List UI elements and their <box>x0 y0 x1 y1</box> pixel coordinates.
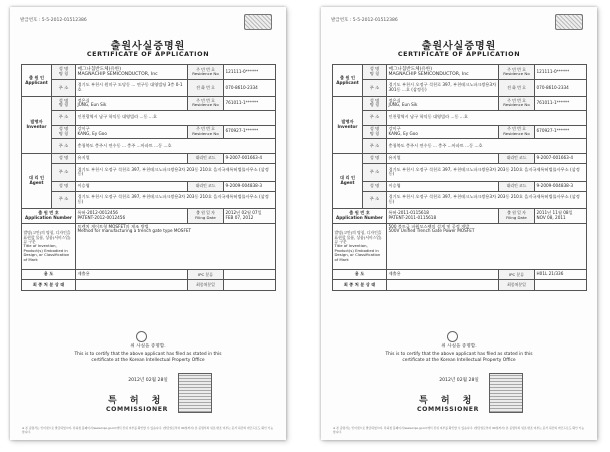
applicant-phone: 070-8610-2334 <box>535 80 587 97</box>
fine-print: ※ 본 증명서는 인터넷으로 발급되었으며, 특허청 홈페이지(www.kipo.go.kr)에서 진위 여부를 확인할 수 있습니다. (발급일로부터 90일까지) 본 증명서의 위조·변조 여부는 문서 하단의 바코드로도 확인 가능합니다. <box>22 426 274 434</box>
certification-english: This is to certify that the above applicant has filed as stated in this certificate at the Korean Intellectual Property Office <box>74 352 222 363</box>
title-english: CERTIFICATE OF APPLICATION <box>397 50 521 58</box>
residence-no-label: 주 민 번 호 Residence No <box>499 97 535 110</box>
agent-code-label: 대리인 코드 <box>499 154 535 164</box>
final-date-label: 최종처분일 <box>499 280 535 290</box>
agent2-name-row <box>333 181 587 191</box>
issue-date: 2012년 02월 28일 <box>128 378 168 383</box>
stamp-icon <box>555 14 583 30</box>
purpose-label: 용 도 <box>333 270 387 280</box>
inventor-residence-no: 761011-1****** <box>535 97 587 110</box>
agent-address: 경기도 부천시 오정구 석천로 397, 부천테크노파크쌍용3차 203동 210호 을지국제특허법률사무소 (삼정동) <box>76 164 276 181</box>
name-label: 성 명 명 칭 <box>363 125 387 138</box>
agent1-address-row <box>22 164 276 181</box>
certification-korean: 위 사실을 증명함. <box>130 344 166 349</box>
agent-name-label: 성 명 <box>52 181 76 191</box>
watermark-icon <box>447 331 458 342</box>
applicant-address-row <box>22 80 276 97</box>
inventor1-address-row <box>333 110 587 125</box>
agent-code: 9-2007-001663-4 <box>535 154 587 164</box>
address-label: 주 소 <box>52 138 76 153</box>
agent2-name-row <box>22 181 276 191</box>
ipc-label: IPC 분류 <box>188 270 224 280</box>
address-label: 주 소 <box>52 191 76 208</box>
invention-title: 트렌치 게이트형 MOSFET의 제조 방법 Method for manufacturing a trench gate type MOSFET <box>76 224 276 270</box>
application-number-label: 출 원 번 호 Application Number <box>22 208 76 223</box>
agent-name-label: 성 명 <box>52 154 76 164</box>
phone-label: 전 화 번 호 <box>499 80 535 97</box>
official-seal <box>178 373 212 413</box>
agent-name: 유지열 <box>76 154 188 164</box>
applicant-address-row <box>333 80 587 97</box>
agent-code: 9-2009-004838-3 <box>535 181 587 191</box>
phone-label: 전 화 번 호 <box>188 80 224 97</box>
inventor-address: 충청북도 충주시 연수동 ... 충주 ...아파트 ...동 ...호 <box>387 138 587 153</box>
ipc-value <box>224 270 276 280</box>
certificate-table <box>21 64 276 291</box>
purpose-label: 용 도 <box>22 270 76 280</box>
filing-date-label: 출 원 일 자 Filing Date <box>188 208 224 223</box>
inventor1-name-row <box>22 97 276 110</box>
agency-korean: 특 허 청 <box>108 396 166 406</box>
ipc-value: H01L 21/336 <box>535 270 587 280</box>
inventor-label: 발명자 Inventor <box>333 97 363 154</box>
inventor2-name-row <box>22 125 276 138</box>
final-status-label: 최 종 처 분 상 태 <box>22 280 76 290</box>
agent-code: 9-2009-004838-3 <box>224 181 276 191</box>
applicant-row <box>22 65 276 80</box>
inventor-residence-no: 670927-1****** <box>535 125 587 138</box>
application-number-row <box>22 208 276 223</box>
fine-print: ※ 본 증명서는 인터넷으로 발급되었으며, 특허청 홈페이지(www.kipo.go.kr)에서 진위 여부를 확인할 수 있습니다. (발급일로부터 90일까지) 본 증명서의 위조·변조 여부는 문서 하단의 바코드로도 확인 가능합니다. <box>333 426 585 434</box>
application-number-row <box>333 208 587 223</box>
residence-no-label: 주 민 번 호 Residence No <box>188 97 224 110</box>
address-label: 주 소 <box>363 164 387 181</box>
inventor-address: 충청북도 충주시 연수동 ... 충주 ...아파트 ...동 ...호 <box>76 138 276 153</box>
agent-name-label: 성 명 <box>363 181 387 191</box>
agent-name: 이승엽 <box>387 181 499 191</box>
residence-no-label: 주 민 번 호 Residence No <box>499 65 535 80</box>
purpose-value: 제출용 <box>76 270 188 280</box>
address-label: 주 소 <box>363 138 387 153</box>
title-korean: 출원사실증명원 <box>110 41 186 52</box>
final-status-value <box>387 280 499 290</box>
final-status-row <box>333 280 587 290</box>
purpose-value: 제출용 <box>387 270 499 280</box>
agent1-address-row <box>333 164 587 181</box>
inventor-residence-no: 670927-1****** <box>224 125 276 138</box>
applicant-name: 매그나칩반도체(유한) MAGNACHIP SEMICONDUCTOR, Inc <box>76 65 188 80</box>
title-korean: 출원사실증명원 <box>421 41 497 52</box>
agent2-address-row <box>22 191 276 208</box>
filing-date: 2011년 11월 08일 NOV 08, 2011 <box>535 208 587 223</box>
certificate-page-left <box>10 7 286 440</box>
certificate-table <box>332 64 587 291</box>
certification-korean: 위 사실을 증명함. <box>441 344 477 349</box>
address-label: 주 소 <box>52 110 76 125</box>
filing-date-label: 출 원 일 자 Filing Date <box>499 208 535 223</box>
applicant-address: 경기도 부천시 오정구 석천로 397, 부천테크노파크쌍용3차 301동 ...호 (삼정동) <box>387 80 499 97</box>
application-number: 특허-2012-0012456 PATENT-2012-0012456 <box>76 208 188 223</box>
applicant-phone: 070-8610-2334 <box>224 80 276 97</box>
name-label: 성 명 명 칭 <box>363 65 387 80</box>
applicant-name: 매그나칩반도체(유한) MAGNACHIP SEMICONDUCTOR, Inc <box>387 65 499 80</box>
residence-no-label: 주 민 번 호 Residence No <box>188 125 224 138</box>
agent-code-label: 대리인 코드 <box>499 181 535 191</box>
application-number-label: 출 원 번 호 Application Number <box>333 208 387 223</box>
address-label: 주 소 <box>363 191 387 208</box>
issue-number: 발급번호 : 5-5-2012-01512386 <box>331 18 398 23</box>
issue-number: 발급번호 : 5-5-2012-01512386 <box>20 18 87 23</box>
agent-code-label: 대리인 코드 <box>188 154 224 164</box>
applicant-residence-no: 121111-0****** <box>224 65 276 80</box>
agent-address: 경기도 부천시 오정구 석천로 397, 부천테크노파크쌍용3차 203동 210호 을지국제특허법률사무소 (삼정동) <box>76 191 276 208</box>
certification-english: This is to certify that the above applicant has filed as stated in this certificate at the Korean Intellectual Property Office <box>385 352 533 363</box>
final-date-value <box>224 280 276 290</box>
address-label: 주 소 <box>363 110 387 125</box>
address-label: 주 소 <box>52 80 76 97</box>
applicant-label: 출 원 인 Applicant <box>333 65 363 97</box>
invention-title-row <box>22 224 276 270</box>
agent-name-label: 성 명 <box>363 154 387 164</box>
final-status-row <box>22 280 276 290</box>
purpose-row <box>333 270 587 280</box>
address-label: 주 소 <box>52 164 76 181</box>
final-status-value <box>76 280 188 290</box>
name-label: 성 명 명 칭 <box>363 97 387 110</box>
applicant-residence-no: 121111-0****** <box>535 65 587 80</box>
inventor2-address-row <box>333 138 587 153</box>
inventor1-name-row <box>333 97 587 110</box>
agent-label: 대 리 인 Agent <box>22 154 52 209</box>
agent-address: 경기도 부천시 오정구 석천로 397, 부천테크노파크쌍용3차 203동 210호 을지국제특허법률사무소 (삼정동) <box>387 191 587 208</box>
official-seal <box>489 373 523 413</box>
inventor1-address-row <box>22 110 276 125</box>
agent-name: 유지열 <box>387 154 499 164</box>
residence-no-label: 주 민 번 호 Residence No <box>188 65 224 80</box>
agent-code: 9-2007-001663-4 <box>224 154 276 164</box>
certificate-page-right <box>321 7 597 440</box>
applicant-row <box>333 65 587 80</box>
agent1-name-row <box>333 154 587 164</box>
ipc-label: IPC 분류 <box>499 270 535 280</box>
stamp-icon <box>244 14 272 30</box>
purpose-row <box>22 270 276 280</box>
watermark-icon <box>136 331 147 342</box>
address-label: 주 소 <box>363 80 387 97</box>
inventor2-address-row <box>22 138 276 153</box>
inventor-name: 강이구 KANG, Ey Goo <box>387 125 499 138</box>
agent-label: 대 리 인 Agent <box>333 154 363 209</box>
applicant-label: 출 원 인 Applicant <box>22 65 52 97</box>
final-status-label: 최 종 처 분 상 태 <box>333 280 387 290</box>
title-english: CERTIFICATE OF APPLICATION <box>86 50 210 58</box>
agent1-name-row <box>22 154 276 164</box>
agent2-address-row <box>333 191 587 208</box>
name-label: 성 명 명 칭 <box>52 65 76 80</box>
invention-title-row <box>333 224 587 270</box>
residence-no-label: 주 민 번 호 Residence No <box>499 125 535 138</box>
agency-english: COMMISSIONER <box>106 406 168 413</box>
agent-address: 경기도 부천시 오정구 석천로 397, 부천테크노파크쌍용3차 203동 210호 을지국제특허법률사무소 (삼정동) <box>387 164 587 181</box>
inventor-label: 발명자 Inventor <box>22 97 52 154</box>
inventor-address: 인천광역시 남구 학익동 대영빌라 ...동 ...호 <box>387 110 587 125</box>
inventor-address: 인천광역시 남구 학익동 대영빌라 ...동 ...호 <box>76 110 276 125</box>
invention-title-label: 발명(고안)의 명칭, 디자인을 표현할 물품, 상품(서비스업)류 구분 Title of Invention, Product(s) Embodied in Design, or Classification of Mark <box>22 224 76 270</box>
name-label: 성 명 명 칭 <box>52 125 76 138</box>
invention-title-label: 발명(고안)의 명칭, 디자인을 표현할 물품, 상품(서비스업)류 구분 Title of Invention, Product(s) Embodied in Design, or Classification of Mark <box>333 224 387 270</box>
agent-code-label: 대리인 코드 <box>188 181 224 191</box>
inventor-residence-no: 761011-1****** <box>224 97 276 110</box>
applicant-address: 경기도 부천시 원미구 도당동 ... 연구동 대영빌딩 3층 0-1호 <box>76 80 188 97</box>
final-date-value <box>535 280 587 290</box>
name-label: 성 명 명 칭 <box>52 97 76 110</box>
invention-title: 500 볼트급 파워모스펫의 설계 및 공정 개발 500V Unified Trench Gate Power MOSFET <box>387 224 587 270</box>
inventor-name: 정은식 JUNG, Eun Sik <box>387 97 499 110</box>
application-number: 특허-2011-0115618 PATENT-2011-0115618 <box>387 208 499 223</box>
filing-date: 2012년 02월 07일 FEB 07, 2012 <box>224 208 276 223</box>
final-date-label: 최종처분일 <box>188 280 224 290</box>
agent-name: 이승엽 <box>76 181 188 191</box>
issue-date: 2012년 02월 28일 <box>439 378 479 383</box>
agency-korean: 특 허 청 <box>419 396 477 406</box>
agency-english: COMMISSIONER <box>417 406 479 413</box>
inventor-name: 정은식 JUNG, Eun Sik <box>76 97 188 110</box>
inventor-name: 강이구 KANG, Ey Goo <box>76 125 188 138</box>
inventor2-name-row <box>333 125 587 138</box>
